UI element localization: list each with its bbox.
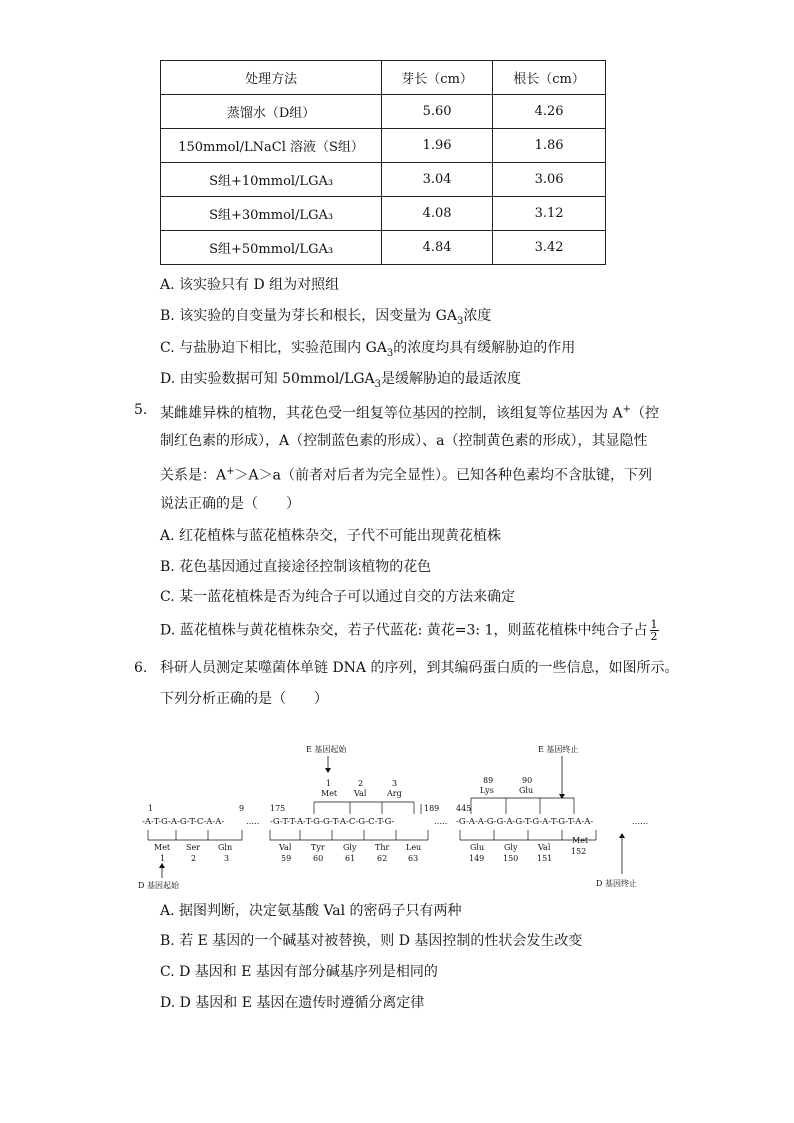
- dna-sequence: -A-T-G-A-G-T-C-A-A-: [142, 817, 225, 827]
- table-cell: 150mmol/LNaCl 溶液（S组）: [161, 129, 382, 163]
- amino-acid-number: 61: [345, 854, 356, 863]
- table-row: [161, 197, 606, 231]
- q6-option-d: D. D 基因和 E 基因在遗传时遵循分离定律: [160, 995, 425, 1011]
- table-cell: 1.96: [382, 129, 493, 163]
- q4-option-d: [160, 369, 521, 395]
- q4-option-c: [160, 338, 575, 364]
- amino-acid-label: Gly: [504, 843, 518, 852]
- table-header-row: [161, 61, 606, 95]
- amino-acid-label: Glu: [470, 843, 485, 852]
- table-cell: 蒸馏水（D组）: [161, 95, 382, 129]
- table-row: [161, 95, 606, 129]
- q6-option-c: C. D 基因和 E 基因有部分碱基序列是相同的: [160, 964, 438, 980]
- amino-acid-number: 90: [522, 776, 533, 785]
- table-cell: 1.86: [493, 129, 606, 163]
- q4-option-d-tail: 是缓解胁迫的最适浓度: [381, 371, 522, 387]
- amino-acid-number: 152: [571, 847, 587, 856]
- amino-acid-label: Val: [354, 789, 367, 798]
- data-table: [160, 60, 606, 265]
- table-cell: 3.06: [493, 163, 606, 197]
- amino-acid-number: 1: [326, 779, 332, 788]
- amino-acid-number: 150: [503, 854, 519, 863]
- fraction-denominator: 2: [650, 630, 658, 643]
- q4-option-a: A. 该实验只有 D 组为对照组: [160, 277, 340, 293]
- subscript: 3: [386, 347, 394, 359]
- q4-option-b-tail: 浓度: [463, 308, 492, 324]
- ellipsis: .....: [246, 817, 260, 827]
- table-cell: 4.84: [382, 231, 493, 265]
- q5-stem-line1: [160, 400, 659, 424]
- amino-acid-label: Arg: [387, 789, 402, 798]
- subscript: 3: [456, 315, 464, 327]
- amino-acid-label: Leu: [406, 843, 422, 852]
- amino-acid-number: 63: [408, 854, 419, 863]
- amino-acid-label: Tyr: [311, 843, 325, 852]
- table-header: 根长（cm）: [493, 61, 606, 95]
- position-number: 1: [148, 804, 154, 813]
- table-cell: S组+30mmol/LGA₃: [161, 197, 382, 231]
- ellipsis: .....: [434, 817, 448, 827]
- e-gene-start-label: E 基因起始: [306, 745, 347, 754]
- q4-option-d-text: D. 由实验数据可知 50mmol/LGA: [160, 371, 375, 387]
- amino-acid-label: Met: [321, 789, 338, 798]
- superscript: +: [226, 466, 235, 477]
- q5-stem-text: ＞A＞a（前者对后者为完全显性）。已知各种色素均不含肽键，下列: [234, 467, 652, 484]
- dna-sequence: -G-T-T-A-T-G-G-T-A-C-G-C-T-G-: [270, 817, 395, 827]
- table-row: [161, 163, 606, 197]
- position-number: 9: [239, 804, 245, 813]
- amino-acid-number: 2: [191, 854, 197, 863]
- amino-acid-label: Lys: [480, 786, 494, 795]
- d-gene-start-label: D 基因起始: [138, 881, 179, 890]
- amino-acid-label: Glu: [519, 786, 534, 795]
- q5-stem-text: 关系是：A: [160, 467, 227, 484]
- table-cell: 3.42: [493, 231, 606, 265]
- q5-stem-text: 某雌雄异株的植物，其花色受一组复等位基因的控制，该组复等位基因为 A: [160, 405, 623, 422]
- e-gene-codon-bracket: [471, 798, 574, 814]
- amino-acid-label: Val: [538, 843, 551, 852]
- table-row: [161, 231, 606, 265]
- q5-stem-line4: 说法正确的是（ ）: [160, 496, 300, 512]
- amino-acid-number: 149: [469, 854, 485, 863]
- question-number: 5.: [134, 402, 148, 418]
- arrow-head: [325, 768, 331, 773]
- q6-option-b: B. 若 E 基因的一个碱基对被替换，则 D 基因控制的性状会发生改变: [160, 933, 583, 949]
- q6-stem-line2: 下列分析正确的是（ ）: [160, 691, 328, 707]
- d-gene-end-label: D 基因终止: [596, 879, 637, 888]
- amino-acid-label: Thr: [375, 843, 390, 852]
- arrow-head: [159, 863, 165, 868]
- q5-option-c: C. 某一蓝花植株是否为纯合子可以通过自交的方法来确定: [160, 589, 516, 605]
- q6-stem-line1: 科研人员测定某噬菌体单链 DNA 的序列，到其编码蛋白质的一些信息，如图所示。: [160, 660, 679, 676]
- arrow-head: [619, 833, 625, 838]
- q5-option-d-text: D. 蓝花植株与黄花植株杂交，若子代蓝花: 黄花=3: 1，则蓝花植株中纯合子占: [160, 622, 648, 639]
- amino-acid-number: 1: [160, 854, 166, 863]
- amino-acid-label: Met: [572, 836, 589, 845]
- table-cell: 5.60: [382, 95, 493, 129]
- q5-stem-text: （控: [630, 405, 659, 422]
- question-number: 6.: [134, 660, 148, 676]
- amino-acid-number: 3: [224, 854, 230, 863]
- table-row: [161, 129, 606, 163]
- e-gene-end-label: E 基因终止: [538, 745, 579, 754]
- table-cell: 4.08: [382, 197, 493, 231]
- amino-acid-label: Gln: [218, 843, 233, 852]
- q4-option-c-text: C. 与盐胁迫下相比，实验范围内 GA: [160, 340, 387, 356]
- amino-acid-label: Ser: [186, 843, 201, 852]
- table-cell: 4.26: [493, 95, 606, 129]
- q5-option-d: [160, 619, 659, 642]
- amino-acid-label: Met: [154, 843, 171, 852]
- table-cell: S组+50mmol/LGA₃: [161, 231, 382, 265]
- d-gene-codon-bracket: [270, 830, 428, 840]
- table-cell: S组+10mmol/LGA₃: [161, 163, 382, 197]
- q4-option-b: [160, 306, 491, 332]
- subscript: 3: [374, 378, 382, 390]
- table-cell: 3.12: [493, 197, 606, 231]
- gene-sequence-figure: [138, 740, 668, 895]
- q5-option-a: A. 红花植株与蓝花植株杂交，子代不可能出现黄花植株: [160, 528, 502, 544]
- dna-sequence: -G-A-A-G-G-A-G-T-G-A-T-G-T-A-A-: [456, 817, 594, 827]
- position-number: 175: [270, 804, 286, 813]
- amino-acid-number: 60: [313, 854, 324, 863]
- table-cell: 3.04: [382, 163, 493, 197]
- amino-acid-number: 89: [483, 776, 494, 785]
- fraction-numerator: 1: [650, 618, 658, 631]
- e-gene-codon-bracket: [314, 802, 414, 814]
- q5-option-b: B. 花色基因通过直接途径控制该植物的花色: [160, 559, 432, 575]
- fraction: [650, 619, 659, 642]
- q6-option-a: A. 据图判断，决定氨基酸 Val 的密码子只有两种: [160, 903, 462, 919]
- amino-acid-number: 59: [281, 854, 292, 863]
- table-header: 处理方法: [161, 61, 382, 95]
- q5-stem-line2: 制红色素的形成），A（控制蓝色素的形成）、a（控制黄色素的形成），其显隐性: [160, 433, 648, 449]
- position-number: 445: [456, 804, 472, 813]
- amino-acid-number: 2: [358, 779, 364, 788]
- q5-stem-line3: [160, 462, 652, 486]
- amino-acid-label: Gly: [343, 843, 357, 852]
- q4-option-b-text: B. 该实验的自变量为芽长和根长，因变量为 GA: [160, 308, 457, 324]
- q4-option-c-tail: 的浓度均具有缓解胁迫的作用: [393, 340, 576, 356]
- superscript: +: [622, 404, 631, 415]
- table-header: 芽长（cm）: [382, 61, 493, 95]
- d-gene-codon-bracket: [148, 830, 242, 840]
- ellipsis: ......: [632, 817, 649, 827]
- amino-acid-number: 3: [392, 779, 398, 788]
- amino-acid-number: 151: [537, 854, 553, 863]
- position-number: 189: [424, 804, 440, 813]
- amino-acid-label: Val: [279, 843, 292, 852]
- amino-acid-number: 62: [377, 854, 388, 863]
